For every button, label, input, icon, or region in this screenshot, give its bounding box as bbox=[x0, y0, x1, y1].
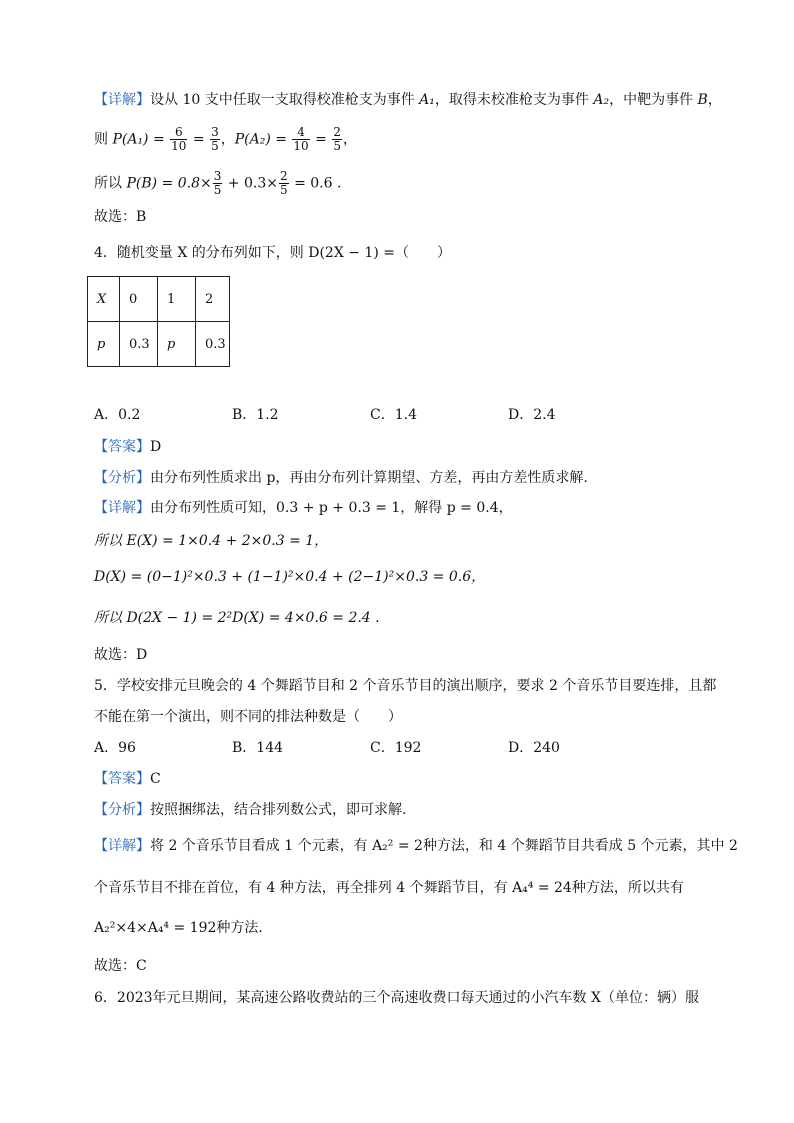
text: = 0.6 . bbox=[289, 175, 342, 192]
q4-stem: 4．随机变量 X 的分布列如下，则 D(2X − 1) =（ ） bbox=[94, 245, 451, 261]
formula: P(A₂) = bbox=[234, 131, 292, 148]
table-cell: p bbox=[88, 322, 120, 367]
answer-tag: 【答案】 bbox=[94, 771, 150, 787]
q5-analysis-line bbox=[94, 800, 406, 820]
text: 则 bbox=[94, 131, 113, 148]
q4-result: 所以 D(2X − 1) = 2²D(X) = 4×0.6 = 2.4 . bbox=[94, 610, 380, 626]
detail-text: ，取得未校准枪支为事件 bbox=[434, 92, 594, 108]
q3-detail-line bbox=[94, 90, 722, 110]
option-c: C．192 bbox=[370, 740, 422, 756]
table-cell: 1 bbox=[158, 277, 196, 322]
event-b: B bbox=[697, 92, 708, 108]
text: 所以 bbox=[94, 175, 127, 192]
text: ， bbox=[342, 131, 357, 148]
detail-tag: 【详解】 bbox=[94, 92, 150, 108]
detail-tag: 【详解】 bbox=[94, 838, 150, 854]
fraction: $\frac{6}{10}$ bbox=[171, 125, 187, 153]
detail-text: 将 2 个音乐节目看成 1 个元素，有 A₂² = 2种方法，和 4 个舞蹈节目共看成 5 个元素，其中 2 bbox=[150, 838, 738, 854]
fraction: $\frac{3}{5}$ bbox=[211, 125, 219, 153]
q3-result-line bbox=[94, 170, 341, 197]
formula: P(B) = 0.8× bbox=[126, 175, 212, 192]
table-cell: 0 bbox=[120, 277, 158, 322]
option-a: A．0.2 bbox=[94, 407, 141, 423]
option-c: C．1.4 bbox=[370, 407, 417, 423]
q4-expectation: 所以 E(X) = 1×0.4 + 2×0.3 = 1， bbox=[94, 533, 329, 549]
analysis-tag: 【分析】 bbox=[94, 802, 150, 818]
q5-choice: 故选：C bbox=[94, 958, 147, 974]
answer-value: C bbox=[150, 771, 161, 787]
detail-tag: 【详解】 bbox=[94, 500, 150, 516]
option-b: B．144 bbox=[232, 740, 284, 756]
fraction: $\frac{2}{5}$ bbox=[333, 125, 341, 153]
q3-probability-line bbox=[94, 126, 357, 153]
table-cell: 2 bbox=[196, 277, 230, 322]
event-a2: A₂ bbox=[593, 92, 610, 108]
option-d: D．2.4 bbox=[508, 407, 556, 423]
analysis-text: 按照捆绑法，结合排列数公式，即可求解. bbox=[150, 802, 407, 818]
text: + 0.3× bbox=[223, 175, 278, 192]
q5-detail-line-3: A₂²×4×A₄⁴ = 192种方法. bbox=[94, 920, 263, 936]
detail-text: 设从 10 支中任取一支取得校准枪支为事件 bbox=[150, 92, 420, 108]
q4-answer-line bbox=[94, 437, 161, 457]
q3-choice: 故选：B bbox=[94, 209, 147, 225]
answer-tag: 【答案】 bbox=[94, 439, 150, 455]
q5-detail-line-2: 个音乐节目不排在首位，有 4 种方法，再全排列 4 个舞蹈节目，有 A₄⁴ = 24种方法，所以共有 bbox=[94, 880, 684, 896]
text: = bbox=[310, 131, 332, 148]
fraction: $\frac{4}{10}$ bbox=[293, 125, 309, 153]
detail-text: ，中靶为事件 bbox=[609, 92, 698, 108]
detail-text: 由分布列性质可知，0.3 + p + 0.3 = 1，解得 p = 0.4， bbox=[150, 500, 513, 516]
q4-variance: D(X) = (0−1)²×0.3 + (1−1)²×0.4 + (2−1)²×0.3 = 0.6， bbox=[94, 569, 486, 585]
q5-stem-1: 5．学校安排元旦晚会的 4 个舞蹈节目和 2 个音乐节目的演出顺序，要求 2 个音乐节目要连排，且都 bbox=[94, 678, 717, 694]
text: ， bbox=[220, 131, 235, 148]
table-cell: 0.3 bbox=[120, 322, 158, 367]
analysis-tag: 【分析】 bbox=[94, 470, 150, 486]
detail-text: ， bbox=[707, 92, 722, 108]
text: = bbox=[188, 131, 210, 148]
option-b: B．1.2 bbox=[232, 407, 279, 423]
table-row bbox=[88, 277, 230, 322]
distribution-table bbox=[87, 276, 230, 367]
event-a1: A₁ bbox=[419, 92, 435, 108]
q4-detail-line bbox=[94, 498, 513, 518]
option-d: D．240 bbox=[508, 740, 560, 756]
answer-value: D bbox=[150, 439, 162, 455]
analysis-text: 由分布列性质求出 p，再由分布列计算期望、方差，再由方差性质求解. bbox=[150, 470, 588, 486]
q6-stem: 6．2023年元旦期间，某高速公路收费站的三个高速收费口每天通过的小汽车数 X（单位：辆）服 bbox=[94, 990, 699, 1006]
table-cell: X bbox=[88, 277, 120, 322]
q4-choice: 故选：D bbox=[94, 647, 148, 663]
formula: P(A₁) = bbox=[112, 131, 170, 148]
table-row bbox=[88, 322, 230, 367]
q4-analysis-line bbox=[94, 468, 588, 488]
table-cell: 0.3 bbox=[196, 322, 230, 367]
q5-answer-line bbox=[94, 769, 161, 789]
fraction: $\frac{3}{5}$ bbox=[213, 169, 222, 197]
option-a: A．96 bbox=[94, 740, 136, 756]
q5-stem-2: 不能在第一个演出，则不同的排法种数是（ ） bbox=[94, 709, 402, 725]
q5-detail-line-1 bbox=[94, 836, 738, 856]
fraction: $\frac{2}{5}$ bbox=[280, 169, 288, 197]
table-cell: p bbox=[158, 322, 196, 367]
